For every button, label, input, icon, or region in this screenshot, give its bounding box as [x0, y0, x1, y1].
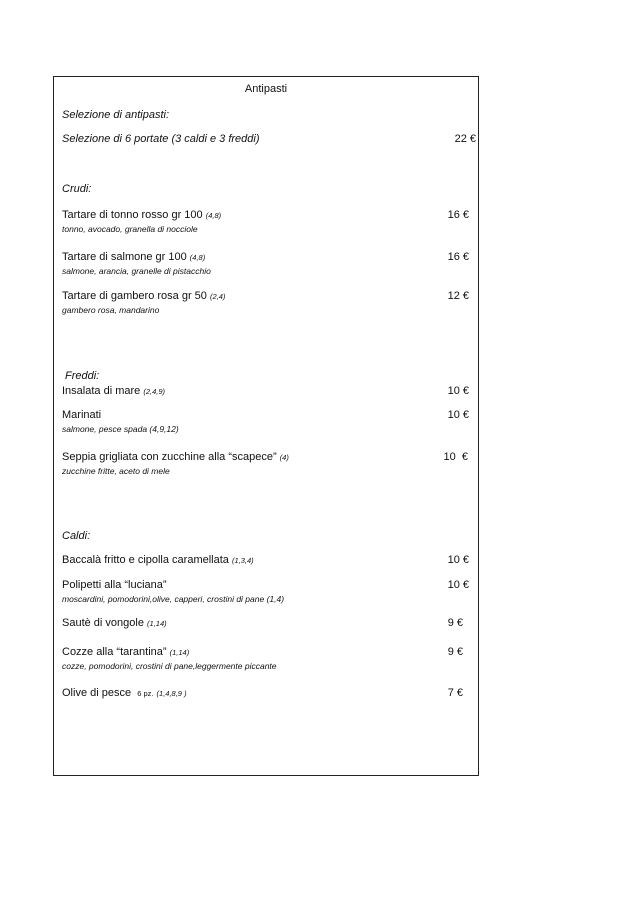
menu-item-price: 16 € [447, 209, 469, 221]
section-heading-caldi: Caldi: [62, 530, 91, 542]
menu-item-name: Olive di pesce 6 pz. (1,4,8,9 ) [62, 687, 187, 699]
menu-item-price: 9 € [447, 617, 463, 629]
menu-item-name: Insalata di mare (2,4,9) [62, 385, 166, 397]
menu-item-desc: moscardini, pomodorini,olive, capperi, crostini di pane (1,4) [62, 594, 285, 604]
section-heading-selezione: Selezione di antipasti: [62, 109, 170, 121]
menu-title: Antipasti [244, 83, 288, 95]
section-heading-freddi: Freddi: [65, 370, 100, 382]
menu-item-price: 10 € [447, 409, 469, 421]
menu-item-name: Tartare di salmone gr 100 (4,8) [62, 251, 206, 263]
menu-item-desc: gambero rosa, mandarino [62, 305, 160, 315]
allergens: (1,3,4) [231, 556, 254, 565]
menu-item-name: Sautè di vongole (1,14) [62, 617, 167, 629]
menu-item-name: Marinati [62, 409, 102, 421]
allergens: (1,14) [169, 648, 190, 657]
allergens: (4,8) [205, 211, 222, 220]
menu-frame [53, 76, 479, 776]
selezione-price: 22 € [454, 133, 476, 145]
allergens: (4,8) [189, 253, 206, 262]
menu-item-desc: salmone, arancia, granelle di pistacchio [62, 266, 211, 276]
menu-item-name: Tartare di gambero rosa gr 50 (2,4) [62, 290, 226, 302]
menu-item-price: 16 € [447, 251, 469, 263]
menu-item-desc: salmone, pesce spada (4,9,12) [62, 424, 179, 434]
menu-item-name: Baccalà fritto e cipolla caramellata (1,3,4) [62, 554, 254, 566]
menu-item-price: 10 € [447, 554, 469, 566]
menu-item-name: Polipetti alla “luciana” [62, 579, 167, 591]
allergens: (2,4,9) [143, 387, 166, 396]
section-heading-crudi: Crudi: [62, 183, 92, 195]
menu-item-desc: cozze, pomodorini, crostini di pane,leggermente piccante [62, 661, 277, 671]
menu-item-price: 10 € [447, 385, 469, 397]
menu-item-price: 9 € [447, 646, 463, 658]
menu-item-price: 12 € [447, 290, 469, 302]
menu-item-name: Cozze alla “tarantina” (1,14) [62, 646, 190, 658]
allergens: (2,4) [209, 292, 226, 301]
menu-item-desc: tonno, avocado, granella di nocciole [62, 224, 198, 234]
menu-item-price: 10 € [443, 451, 468, 463]
allergens: (1,14) [147, 619, 167, 628]
selezione-item: Selezione di 6 portate (3 caldi e 3 freddi) [62, 133, 260, 145]
pieces: 6 pz. [137, 689, 154, 698]
menu-item-price: 10 € [447, 579, 469, 591]
allergens: (4) [279, 453, 289, 462]
menu-item-name: Seppia grigliata con zucchine alla “scapece” (4) [62, 451, 289, 463]
menu-item-price: 7 € [447, 687, 463, 699]
menu-item-desc: zucchine fritte, aceto di mele [62, 466, 170, 476]
allergens: (1,4,8,9 ) [156, 689, 187, 698]
menu-item-name: Tartare di tonno rosso gr 100 (4,8) [62, 209, 222, 221]
